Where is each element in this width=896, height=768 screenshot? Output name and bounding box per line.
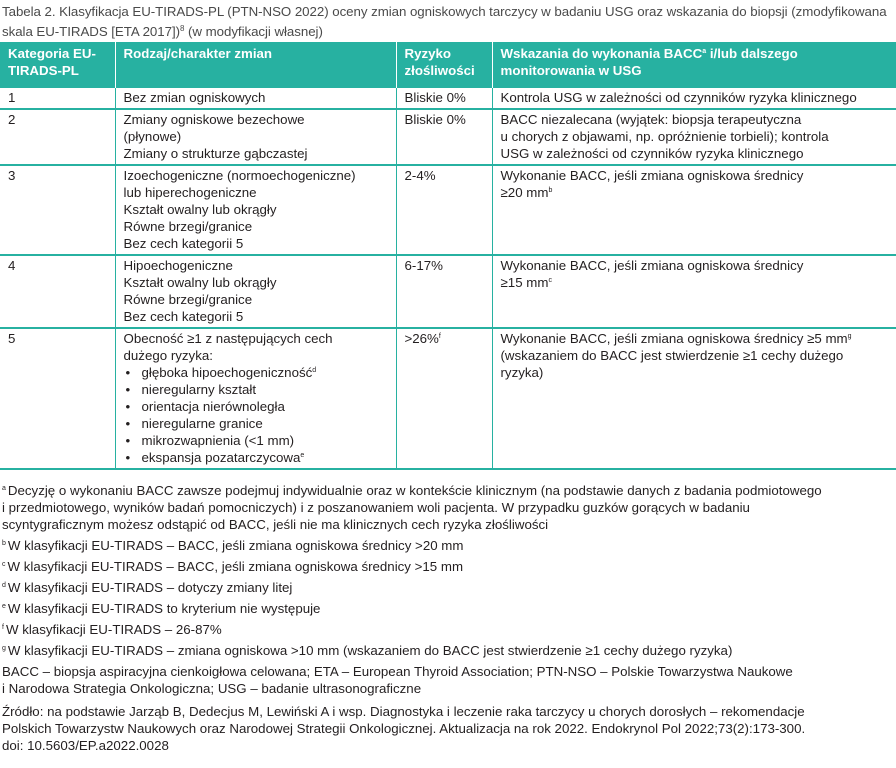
indication-threshold: ≥20 mm — [500, 185, 549, 200]
cell-indication — [492, 165, 896, 255]
footnote-text: Decyzję o wykonaniu BACC zawsze podejmuj indywidualnie oraz w kontekście klinicznym (na podstawie danych z badania podmiotowego — [7, 483, 822, 498]
table-caption — [0, 0, 896, 40]
risk-value: 6-17% — [404, 258, 443, 273]
footnote-ref: d — [312, 367, 317, 374]
cell-risk — [396, 109, 492, 165]
caption-suffix: (w modyfikacji własnej) — [184, 24, 323, 39]
footnote-mark: d — [2, 582, 6, 589]
footnote-text: W klasyfikacji EU-TIRADS – BACC, jeśli zmiana ogniskowa średnicy >15 mm — [7, 559, 464, 574]
footnote-text: W klasyfikacji EU-TIRADS – 26-87% — [5, 622, 222, 637]
source-note — [2, 703, 896, 754]
footnote-text: W klasyfikacji EU-TIRADS to kryterium nie występuje — [7, 601, 321, 616]
header-indications-sup: a — [702, 48, 707, 55]
indication-line — [501, 274, 891, 291]
footnote-f — [2, 621, 896, 638]
header-type: Rodzaj/charakter zmian — [115, 42, 396, 88]
type-line: dużego ryzyka: — [123, 348, 213, 363]
source-line: doi: 10.5603/EP.a2022.0028 — [2, 738, 169, 753]
indication-threshold: ≥15 mm — [500, 275, 549, 290]
type-line: lub hiperechogeniczne — [123, 185, 257, 200]
cell-type — [115, 109, 396, 165]
type-line: Równe brzegi/granice — [123, 219, 253, 234]
cell-category: 2 — [0, 109, 115, 165]
footnote-c — [2, 558, 896, 575]
header-category: Kategoria EU-TIRADS-PL — [0, 42, 115, 88]
cell-risk — [396, 88, 492, 109]
footnote-e — [2, 600, 896, 617]
caption-text: Tabela 2. Klasyfikacja EU-TIRADS-PL (PTN-NSO 2022) oceny zmian ogniskowych tarczycy w badaniu USG oraz wskazania do biopsji (zmodyfikowana skala EU-TIRADS [ETA 2017]) — [2, 4, 887, 39]
footnote-a — [2, 482, 896, 533]
type-line: Kształt owalny lub okrągły — [123, 275, 277, 290]
indication-line: (wskazaniem do BACC jest stwierdzenie ≥1 cechy dużego — [500, 348, 844, 363]
feature-text: mikrozwapnienia (<1 mm) — [141, 433, 295, 448]
caption-ref: 8 — [179, 24, 185, 33]
header-indications-text: Wskazania do wykonania BACC — [500, 46, 703, 61]
tirads-table — [0, 42, 896, 470]
footnote-ref: f — [438, 333, 441, 340]
table-row-2 — [0, 109, 896, 165]
footnote-b — [2, 537, 896, 554]
feature-text: ekspansja pozatarczycowa — [141, 450, 301, 465]
cell-indication — [492, 88, 896, 109]
type-line: Równe brzegi/granice — [123, 292, 253, 307]
list-item — [124, 432, 390, 449]
risk-value: 2-4% — [404, 168, 436, 183]
cell-category: 3 — [0, 165, 115, 255]
list-item — [124, 449, 390, 466]
footnote-text: W klasyfikacji EU-TIRADS – dotyczy zmiany litej — [7, 580, 293, 595]
footnote-line: scyntygraficznym możesz odstąpić od BACC, jeśli nie ma klinicznych cech ryzyka złośliwości — [2, 517, 549, 532]
abbreviations-line: BACC – biopsja aspiracyjna cienkoigłowa celowana; ETA – European Thyroid Association; PTN-NSO – Polskie Towarzystwa Naukowe — [2, 664, 793, 679]
feature-list — [124, 364, 390, 466]
footnote-text: W klasyfikacji EU-TIRADS – zmiana ogniskowa >10 mm (wskazaniem do BACC jest stwierdzenie ≥1 cechy dużego ryzyka) — [7, 643, 733, 658]
footnote-line: i przedmiotowego, wyników badań pomocniczych) i z poszanowaniem woli pacjenta. W przypadku guzków gorących w badaniu — [2, 500, 750, 515]
source-line: Źródło: na podstawie Jarząb B, Dedecjus M, Lewiński A i wsp. Diagnostyka i leczenie raka tarczycy u chorych dorosłych – rekomendacje — [2, 704, 805, 719]
table-row-1 — [0, 88, 896, 109]
indication-line: Wykonanie BACC, jeśli zmiana ogniskowa średnicy — [500, 168, 804, 183]
cell-type — [115, 88, 396, 109]
type-line: Bez zmian ogniskowych — [123, 90, 266, 105]
cell-risk — [396, 165, 492, 255]
feature-text: nieregularne granice — [141, 416, 263, 431]
abbreviations-line: i Narodowa Strategia Onkologiczna; USG – badanie ultrasonograficzne — [2, 681, 422, 696]
table-row-5 — [0, 328, 896, 469]
footnote-mark: e — [2, 603, 6, 610]
feature-text: orientacja nierównoległa — [141, 399, 285, 414]
type-line: (płynowe) — [123, 129, 182, 144]
cell-category: 5 — [0, 328, 115, 469]
footnote-mark: c — [2, 561, 6, 568]
feature-text: nieregularny kształt — [141, 382, 257, 397]
footnote-g — [2, 642, 896, 659]
type-line: Bez cech kategorii 5 — [123, 236, 244, 251]
type-line: Obecność ≥1 z następujących cech — [123, 331, 333, 346]
indication-line: USG w zależności od czynników ryzyka klinicznego — [500, 146, 804, 161]
cell-type — [115, 328, 396, 469]
list-item — [124, 381, 390, 398]
footnote-mark: f — [2, 624, 4, 631]
footnote-mark: g — [2, 645, 6, 652]
indication-text: Wykonanie BACC, jeśli zmiana ogniskowa średnicy ≥5 mm — [500, 331, 848, 346]
cell-type — [115, 255, 396, 328]
type-line: Zmiany ogniskowe bezechowe — [123, 112, 305, 127]
risk-value: Bliskie 0% — [404, 112, 466, 127]
footnote-d — [2, 579, 896, 596]
table-row-3 — [0, 165, 896, 255]
type-line: Kształt owalny lub okrągły — [123, 202, 277, 217]
footnote-ref: b — [548, 187, 553, 194]
footnote-line — [2, 482, 896, 499]
header-indications-rest: i/lub dalszego monitorowania w USG — [500, 46, 798, 78]
header-indications — [492, 42, 896, 88]
table-row-4 — [0, 255, 896, 328]
indication-line — [501, 184, 891, 201]
indication-line: u chorych z objawami, np. opróżnienie torbieli); kontrola — [500, 129, 829, 144]
table-footer — [0, 482, 896, 754]
indication-line: BACC niezalecana (wyjątek: biopsja terapeutyczna — [500, 112, 802, 127]
cell-indication — [492, 328, 896, 469]
table-header-row — [0, 42, 896, 88]
cell-indication — [492, 255, 896, 328]
cell-risk — [396, 328, 492, 469]
feature-text: głęboka hipoechogeniczność — [141, 365, 313, 380]
indication-line: Wykonanie BACC, jeśli zmiana ogniskowa średnicy — [500, 258, 804, 273]
footnote-ref: e — [300, 452, 305, 459]
type-line: Hipoechogeniczne — [123, 258, 233, 273]
cell-indication — [492, 109, 896, 165]
source-line: Polskich Towarzystw Naukowych oraz Narodowej Strategii Onkologicznej. Aktualizacja na rok 2022. Endokrynol Pol 2022;73(2):173-300. — [2, 721, 806, 736]
cell-risk — [396, 255, 492, 328]
indication-line — [501, 330, 891, 347]
list-item — [124, 415, 390, 432]
type-line: Bez cech kategorii 5 — [123, 309, 244, 324]
footnote-text: W klasyfikacji EU-TIRADS – BACC, jeśli zmiana ogniskowa średnicy >20 mm — [7, 538, 464, 553]
indication-line: ryzyka) — [500, 365, 544, 380]
type-line: Izoechogeniczne (normoechogeniczne) — [123, 168, 356, 183]
list-item — [124, 398, 390, 415]
footnote-ref: c — [548, 277, 552, 284]
footnote-mark: b — [2, 540, 6, 547]
footnote-ref: g — [847, 333, 852, 340]
risk-value: Bliskie 0% — [404, 90, 466, 105]
header-risk: Ryzyko złośliwości — [396, 42, 492, 88]
cell-type — [115, 165, 396, 255]
cell-category: 1 — [0, 88, 115, 109]
footnote-mark: a — [2, 485, 6, 492]
abbreviations — [2, 663, 896, 697]
list-item — [124, 364, 390, 381]
indication-line: Kontrola USG w zależności od czynników ryzyka klinicznego — [500, 90, 857, 105]
cell-category: 4 — [0, 255, 115, 328]
type-line: Zmiany o strukturze gąbczastej — [123, 146, 308, 161]
risk-value: >26% — [404, 331, 439, 346]
